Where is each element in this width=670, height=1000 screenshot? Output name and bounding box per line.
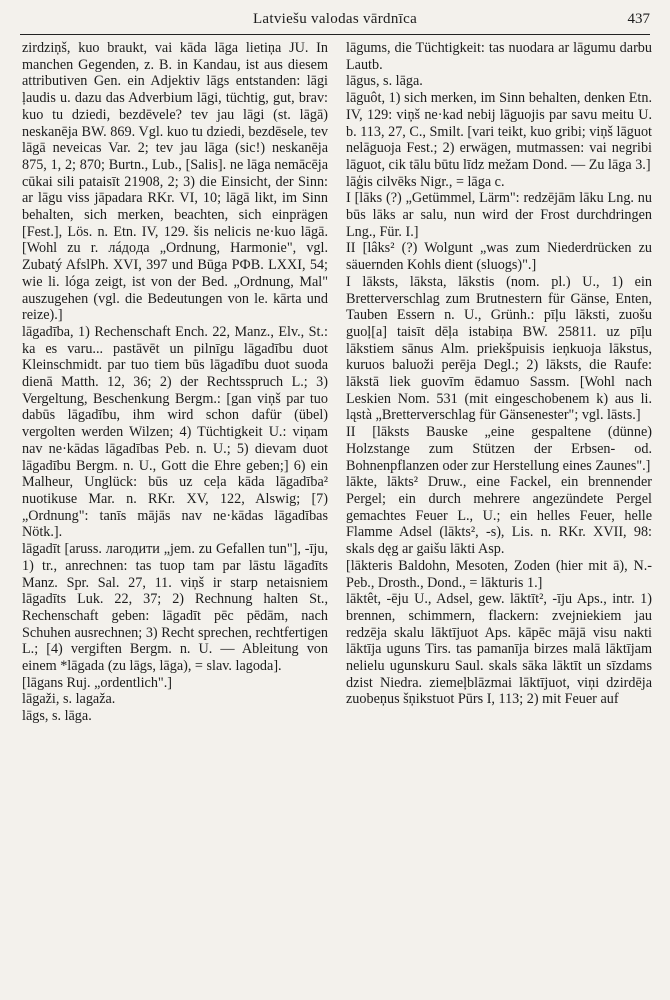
entry-laga-continued: zirdziņš, kuo braukt, vai kāda lāga lietiņa JU. In manchen Gegenden, z. B. in Kandau, ist aus diesem attributiven Gen. ein Adjektiv lāgs entstanden: lāgi ļaudis u. dazu das Adverbium lāgi, tüchtig, gut, brav: kuo tu dziedi, bezdēvele? tev jau lāgi (st. lāgā) neskanēja BW. 869. Vgl. kuo tu dziedi, bezdēsele, tev lāgā neveicas Var. 2; tev jau lāga (sic!) neskanēja 875, 1, 2; 870; Burtn., Lub., [Salis]. ne lāga nemācēja cūkai sili pataisīt 21908, 2; 3) die Einsicht, der Sinn: ar lāgu viss jāpadara RKr. VI, 10; lāgā likt, im Sinn behalten, sich merken, beachten, sich einprägen [Fest.], Lös. n. Etn. IV, 129. šis nelicis ne·kuo lāgā. [Wohl zu r. лáдoдa „Ordnung, Harmonie", vgl. Zubatý AfslPh. XVI, 397 und Būga PФB. LXXI, 54; wie li. lóga zeigt, ist von der Bed. „Ordnung, Mal" auszugehen (vgl. die Bedeutungen von le. kārta und reize).] <box>22 40 328 324</box>
entry-lagums: lāgums, die Tüchtigkeit: tas nuodara ar lāgumu darbu Lautb. <box>346 40 652 73</box>
entry-laktet: lāktêt, -ēju U., Adsel, gew. lāktīt², -īju Aps., intr. 1) brennen, schimmern, flackern: zvejniekiem jau redzēja skalu lāktījuot Aps. kāpēc mājā visu nakti lāktīja uguns Tirs. tas pamanīja birzes malā lāktījam nelielu ugunskuru Saul. skals sāka lāktīt un sīzdams dzist Niedra. ziemeļblāzmai lāktījuot, viņi dzirdēja zuobeņus šņikstuot Pūrs I, 113; 2) mit Feuer auf <box>346 591 652 708</box>
left-column <box>22 40 328 725</box>
entry-lakte: lākte, lākts² Druw., eine Fackel, ein brennender Pergel; ein durch mehrere angezündete Pergel gemachtes Feuer L., U.; ein helles Feuer, helle Flamme Adsel (lākts², -s), Lis. n. RKr. XVII, 98: skals dęg ar gaišu lākti Asp. <box>346 474 652 558</box>
entry-lagus: lāgus, s. lāga. <box>346 73 423 90</box>
entry-lagazi: lāgaži, s. lagaža. <box>22 691 116 708</box>
page-number: 437 <box>627 11 650 27</box>
entry-laks-2: II [lâks² (?) Wolgunt „was zum Niederdrücken zu säuernden Kohls dient (sluogs)".] <box>346 240 652 274</box>
entry-laks-1: I [lāks (?) „Getümmel, Lärm": redzējām lāku Lng. nu būs lāks ar salu, nun wird der Frost durchdringen Lng., Für. I.] <box>346 190 652 240</box>
entry-lakteris: [lākteris Baldohn, Mesoten, Zoden (hier mit ā), N.-Peb., Drosth., Dond., = lākturis 1.] <box>346 557 652 591</box>
entry-laksts-1: I lāksts, lāksta, lākstis (nom. pl.) U., 1) ein Bretterverschlag zum Brutnestern für Gänse, Enten, Tauben Essern n. U., Grünh.: pīļu lāksti, zuošu guoļ[a] taisīt dēļa istabiņa BW. 25811. uz pīļu lākstiem sānus Alm. priekšpuisis ieņkuoja lākstus, kuruos baluoži perēja Degl.; 2) lāksts, die Raufe: lākstā liek guovīm ēdamuo Sassm. [Wohl nach Leskien Nom. 531 (mit eingeschobenem k) aus li. ląstà „Bretterverschlag für Gänsenester"; vgl. lāsts.] <box>346 273 652 424</box>
running-title: Latviešu valodas vārdnīca <box>252 11 418 27</box>
entry-lagadiba: lāgadība, 1) Rechenschaft Ench. 22, Manz., Elv., St.: ka es varu... pastāvēt un pilnīgu lāgadību duot Kleinschmidt. par tuo tiem būs lāgadību duot suoda dienā Matth. 12, 36; 2) der Rechtsspruch L.; 3) Vergeltung, Beschenkung Bergm.: [gan viņš par tuo dabūs lāgadību, ihm wird schon dafür (übel) vergolten werden Wilzen; 4) Tüchtigkeit U.: viņam nav ne·kādas lāgadības Peb. n. U.; 5) dievam duot lāgadību Bergm. n. U., Gott die Ehre geben;] 6) ein Malheur, Unglück: būs uz ceļa kāda lāgadība² nuotikuse Mar. n. RKr. XV, 122, Alswig; [7) „Ordnung": tanīs mājās nav ne·kādas lāgadības Nötk.]. <box>22 323 328 541</box>
entry-lagadit: lāgadīt [aruss. лагодити „jem. zu Gefallen tun"], -īju, 1) tr., anrechnen: tas tuop tam par lāstu lāgadīts Manz. Spr. Sal. 27, 11. viņš ir starp netaisniem lāgadīts Luk. 22, 37; 2) Rechnung halten St., Rechenschaft geben: lāgadīt pēc pēdām, nach Schuhen ausrechnen; 3) Recht sprechen, rechtfertigen L.; [4) vergiften Bergm. n. U. — Ableitung von einem *lāgada (zu lāgs, lāga), = slav. lagoda]. <box>22 541 328 675</box>
right-column <box>346 40 652 708</box>
entry-lags: lāgs, s. lāga. <box>22 708 92 725</box>
entry-laksts-2: II [lāksts Bauske „eine gespaltene (dünne) Holzstange zum Stützen der Erbsen- od. Bohnenpflanzen oder zur Herstellung eines Zaunes".] <box>346 424 652 474</box>
entry-laguot: lāguôt, 1) sich merken, im Sinn behalten, denken Etn. IV, 129: viņš ne·kad nebij lāguojis par savu meitu U. b. 113, 27, C., Smilt. [vari teikt, kuo gribi; viņš lāguot nelāguoja Fest.; 2) erwägen, mutmassen: vai negribi lāguot, cik tālu būtu līdz mežam Dond. — Zu lāga 3.] <box>346 90 652 173</box>
entry-lagis: lāģis cilvēks Nigr., = lāga c. <box>346 173 505 190</box>
page-header <box>20 8 650 35</box>
entry-lagans: [lāgans Ruj. „ordentlich".] <box>22 674 172 691</box>
